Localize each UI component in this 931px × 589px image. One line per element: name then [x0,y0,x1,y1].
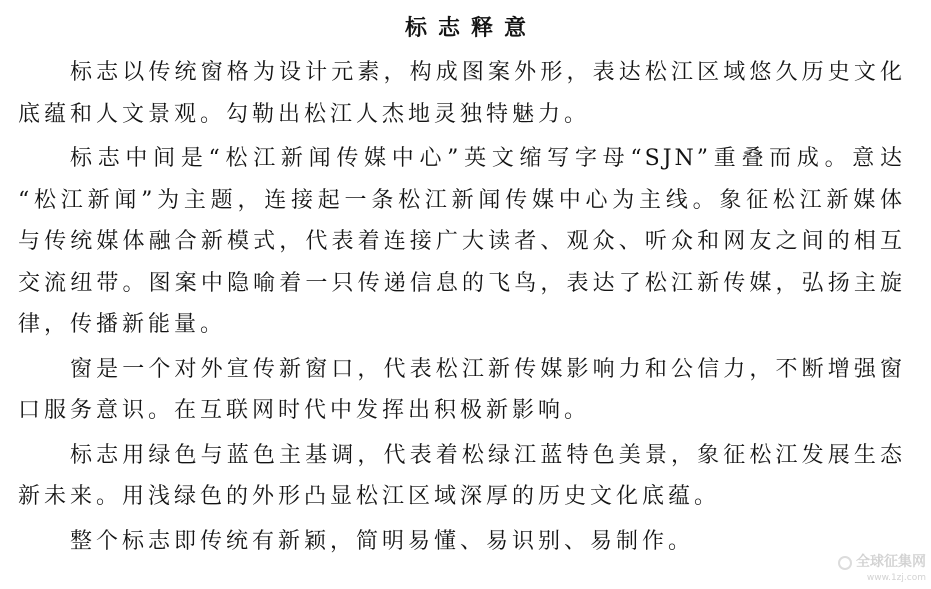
watermark-site-name: 全球征集网 [856,554,926,570]
text-line: 律，传播新能量。 [18,312,227,337]
text-line: 底蕴和人文景观。勾勒出松江人杰地灵独特魅力。 [18,101,591,127]
site-watermark [838,552,928,586]
watermark-url: www.1zj.com [866,573,926,583]
paragraph [18,138,905,346]
text-line: 标志以传统窗格为设计元素，构成图案外形，表达松江区域悠久历史文化 [70,60,905,85]
paragraph [18,521,905,563]
text-line: 与传统媒体融合新模式，代表着连接广大读者、观众、听众和网友之间的相互 [18,229,905,254]
page-title: 标志释意 [404,15,537,41]
text-line: 交流纽带。图案中隐喻着一只传递信息的飞鸟，表达了松江新传媒，弘扬主旋 [18,270,905,296]
text-line: 窗是一个对外宣传新窗口，代表松江新传媒影响力和公信力，不断增强窗 [70,356,905,382]
watermark-logo-icon [838,556,852,570]
text-line: “松江新闻”为主题，连接起一条松江新闻传媒中心为主线。象征松江新媒体 [18,187,905,213]
text-line: 整个标志即传统有新颖，简明易懂、易识别、易制作。 [70,528,695,554]
paragraph [18,349,905,432]
text-line: 新未来。用浅绿色的外形凸显松江区域深厚的历史文化底蕴。 [18,484,721,509]
text-line: 口服务意识。在互联网时代中发挥出积极新影响。 [18,398,591,423]
text-line: 标志中间是“松江新闻传媒中心”英文缩写字母“SJN”重叠而成。意达 [70,146,905,171]
text-line: 标志用绿色与蓝色主基调，代表着松绿江蓝特色美景，象征松江发展生态 [70,442,905,468]
paragraph [18,52,905,135]
document-body [18,52,905,565]
paragraph [18,435,905,518]
